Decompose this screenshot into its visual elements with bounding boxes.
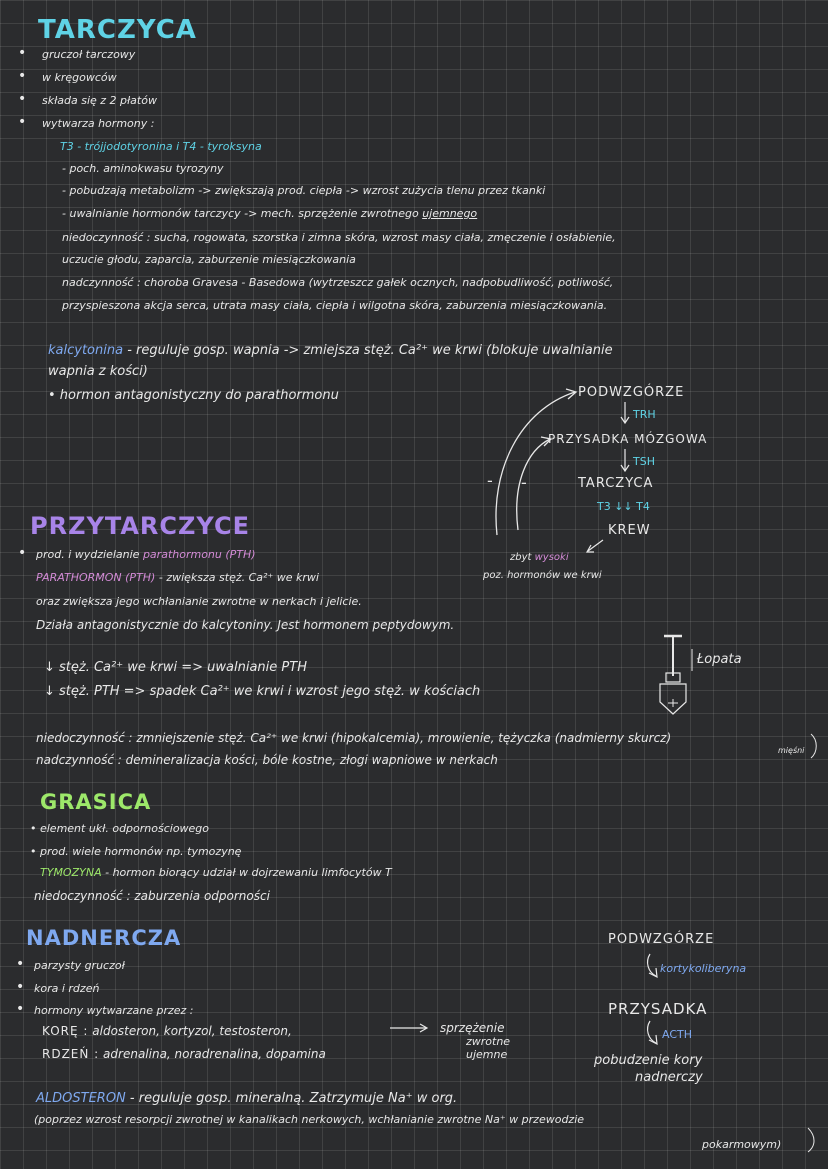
list-item: gruczoł tarczowy [42, 48, 136, 61]
bullet-dot: • [18, 91, 27, 107]
diagram-note-text: zbyt [510, 552, 532, 563]
diagram-arrow-label: TSH [633, 455, 655, 468]
bullet-dot: • [16, 1001, 25, 1017]
diagram2-node-podwzgorze: PODWZGÓRZE [608, 932, 715, 947]
list-item: składa się z 2 płatów [42, 94, 157, 107]
list-item: hormony wytwarzane przez : [34, 1004, 194, 1017]
aldosteron-line-3: pokarmowym) [702, 1138, 782, 1151]
pth-rule-1: ↓ stęż. Ca²⁺ we krwi => uwalnianie PTH [44, 660, 307, 675]
nadczynnosc-line: przyspieszona akcja serca, utrata masy ciała, ciepła i wilgotna skóra, zaburzenia miesiączkowania. [62, 299, 608, 312]
diagram-arrow-label: T3 ↓↓ T4 [597, 500, 650, 513]
diagram2-node-result: pobudzenie kory [594, 1053, 703, 1068]
bullet-dot: • [18, 68, 27, 84]
diagram-arrow-label: TRH [633, 408, 656, 421]
niedoczynnosc-line: uczucie głodu, zaparcia, zaburzenie miesiączkowania [62, 253, 356, 266]
list-item: wytwarza hormony : [42, 117, 155, 130]
diagram-node-tarczyca: TARCZYCA [578, 476, 654, 491]
kalcytonina-line-2: wapnia z kości) [48, 364, 148, 379]
bullet-dot: • [18, 45, 27, 61]
bullet-dot: • [18, 545, 27, 561]
diagram2-arrow-label: kortykoliberyna [660, 962, 747, 975]
list-item: parzysty gruczoł [34, 959, 125, 972]
rdzen-line [42, 1047, 326, 1062]
minus-sign: - [487, 471, 493, 490]
tymozyna-word: TYMOZYNA [40, 866, 102, 879]
diagram-note: poz. hormonów we krwi [483, 570, 602, 581]
diagram2-arrow-label: ACTH [662, 1028, 693, 1041]
nadczynnosc-line: nadczynność : choroba Gravesa - Basedowa (wytrzeszcz gałek ocznych, nadpobudliwość, potliwość, [62, 276, 614, 289]
feedback-note: sprzężenie [440, 1021, 505, 1035]
diagram2-node-result: nadnerczy [635, 1070, 703, 1085]
list-item: • prod. wiele hormonów np. tymozynę [30, 845, 242, 858]
diagram2-node-przysadka: PRZYSADKA [608, 1000, 708, 1018]
diagram-node-podwzgorze: PODWZGÓRZE [578, 385, 685, 400]
note-line: oraz zwiększa jego wchłanianie zwrotne w nerkach i jelicie. [36, 595, 362, 608]
list-item: w kręgowców [42, 71, 117, 84]
kora-label: KORĘ : [42, 1024, 89, 1038]
pth-rule-2: ↓ stęż. PTH => spadek Ca²⁺ we krwi i wzrost jego stęż. w kościach [44, 684, 481, 699]
hormones-line: T3 - trójjodotyronina i T4 - tyroksyna [60, 140, 262, 153]
parathormon-text: - zwiększa stęż. Ca²⁺ we krwi [155, 571, 319, 584]
diagram-node-krew: KREW [608, 523, 651, 538]
shovel-label: Łopata [697, 652, 742, 667]
aldosteron-line [36, 1091, 457, 1107]
niedoczynnosc-line: niedoczynność : zaburzenia odporności [34, 889, 270, 903]
section-title-nadnercza: NADNERCZA [26, 926, 182, 950]
aldosteron-text: - reguluje gosp. mineralną. Zatrzymuje Na⁺ w org. [125, 1091, 458, 1106]
kalcytonina-bullet: • hormon antagonistyczny do parathormonu [48, 388, 339, 403]
note-line: - poch. aminokwasu tyrozyny [62, 162, 224, 175]
tymozyna-text: - hormon biorący udział w dojrzewaniu limfocytów T [101, 866, 392, 879]
nadczynnosc-line: nadczynność : demineralizacja kości, bóle kostne, złogi wapniowe w nerkach [36, 753, 498, 767]
feedback-note: ujemne [466, 1048, 508, 1061]
aldosteron-word: ALDOSTERON [36, 1091, 126, 1106]
rdzen-label: RDZEŃ : [42, 1047, 100, 1061]
feedback-note: zwrotne [466, 1035, 511, 1048]
diagram-node-przysadka: PRZYSADKA MÓZGOWA [548, 432, 708, 446]
bullet-dot: • [16, 956, 25, 972]
parathormon-word: PARATHORMON (PTH) [36, 571, 156, 584]
niedoczynnosc-line: niedoczynność : sucha, rogowata, szorstka i zimna skóra, wzrost masy ciała, zmęczenie i osłabienie, [62, 231, 616, 244]
list-item [36, 548, 256, 562]
kora-line [42, 1024, 292, 1039]
shovel-icon [660, 636, 686, 714]
section-title-tarczyca: TARCZYCA [38, 15, 197, 45]
kora-text: aldosteron, kortyzol, testosteron, [92, 1024, 292, 1038]
note-line: Działa antagonistycznie do kalcytoniny. Jest hormonem peptydowym. [36, 618, 455, 632]
kalcytonina-text: - reguluje gosp. wapnia -> zmiejsza stęż. Ca²⁺ we krwi (blokuje uwalnianie [123, 343, 613, 358]
parathormon-line [36, 571, 319, 585]
minus-sign: - [521, 473, 527, 492]
pth-highlight: parathormonu (PTH) [142, 548, 256, 561]
kalcytonina-word: kalcytonina [48, 343, 124, 358]
aldosteron-line-2: (poprzez wzrost resorpcji zwrotnej w kanalikach nerkowych, wchłanianie zwrotne Na⁺ w przewodzie [34, 1113, 585, 1126]
bullet-dot: • [18, 114, 27, 130]
underlined-word: ujemnego [422, 207, 478, 220]
niedoczynnosc-line: niedoczynność : zmniejszenie stęż. Ca²⁺ we krwi (hipokalcemia), mrowienie, tężyczka (nadmierny skurcz) [36, 731, 672, 745]
section-title-przytarczyce: PRZYTARCZYCE [30, 512, 250, 540]
bullet-dot: • [16, 979, 25, 995]
rdzen-text: adrenalina, noradrenalina, dopamina [103, 1047, 326, 1061]
note-text: - uwalnianie hormonów tarczycy -> mech. sprzężenie zwrotnego [62, 207, 419, 220]
diagram-note-highlight: wysoki [534, 552, 569, 563]
section-title-grasica: GRASICA [40, 790, 152, 814]
list-item-text: prod. i wydzielanie [36, 548, 140, 561]
list-item: kora i rdzeń [34, 982, 100, 995]
note-word: mięśni [778, 746, 805, 755]
note-line: - pobudzają metabolizm -> zwiększają prod. ciepła -> wzrost zużycia tlenu przez tkanki [62, 184, 546, 197]
list-item: • element ukł. odpornościowego [30, 822, 210, 835]
tymozyna-line [40, 866, 392, 880]
